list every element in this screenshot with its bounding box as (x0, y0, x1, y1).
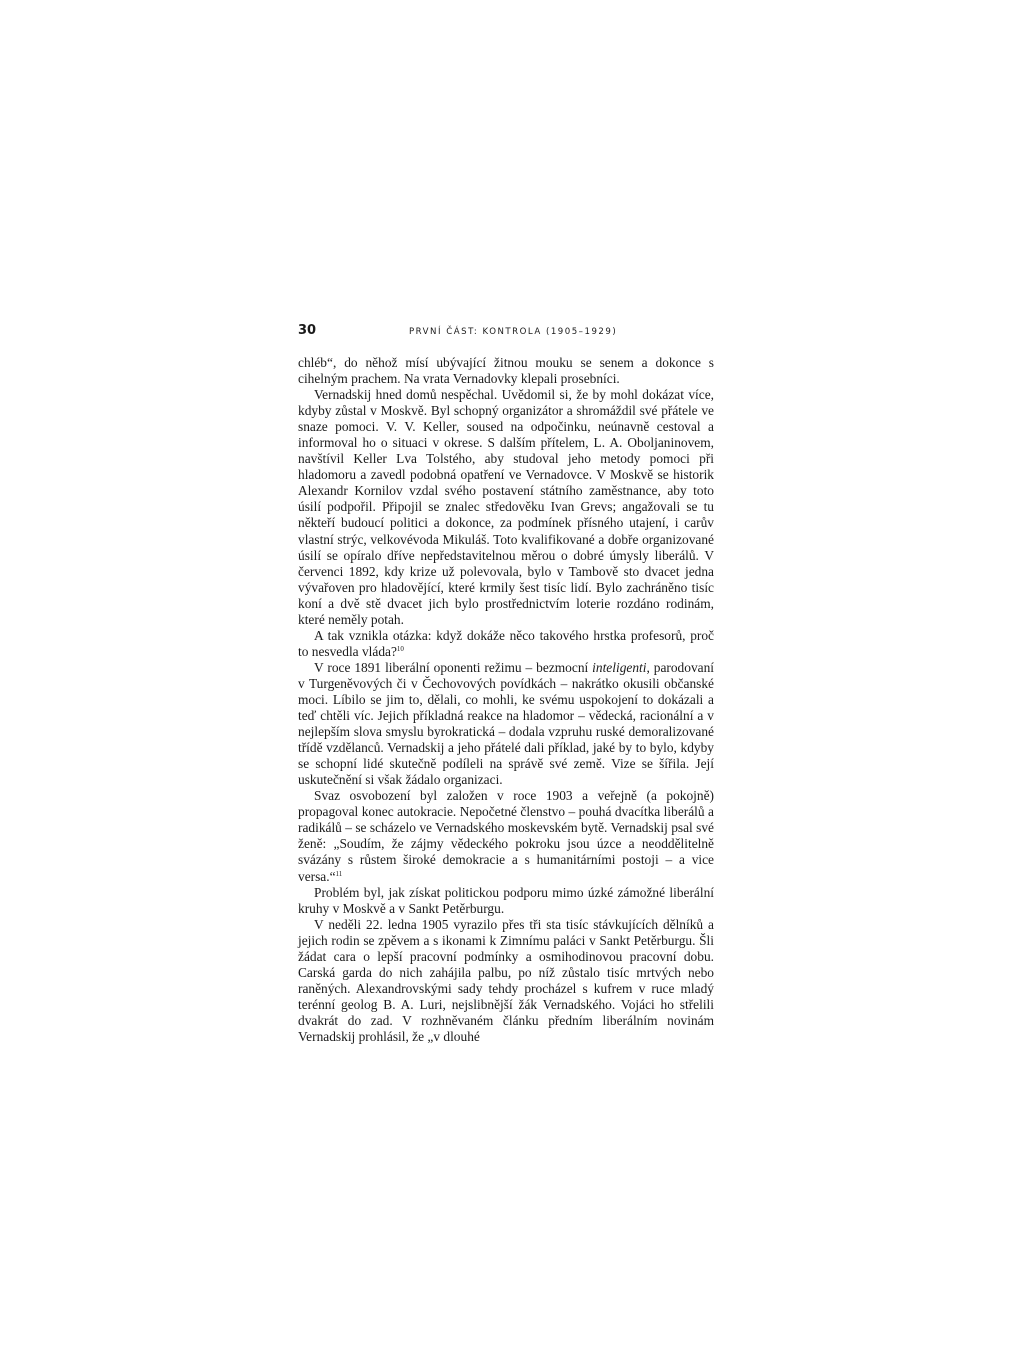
running-head (298, 323, 714, 343)
paragraph-text: chléb“, do něhož mísí ubývající žitnou mouku se senem a dokonce s cihelným prachem. Na vrata Vernadovky klepali prosebníci. (298, 355, 714, 387)
paragraph-text: Svaz osvobození byl založen v roce 1903 a veřejně (a pokojně) propagoval konec autokracie. Nepočetné členstvo – pouhá dvacítka liberálů a radikálů – se scházelo ve Vernadského moskevském bytě. Vernadskij psal své ženě: „Soudím, že zájmy vědeckého pokroku jsou úzce a neoddělitelně svázány s růstem široké demokracie a s humanitárními postoji – a vice versa.“ (298, 788, 714, 884)
paragraph-text: A tak vznikla otázka: když dokáže něco takového hrstka profesorů, proč to nesvedla vláda? (298, 627, 714, 659)
paragraph (298, 628, 714, 660)
paragraph-continuation (298, 355, 714, 387)
paragraph (298, 387, 714, 628)
book-page (298, 323, 714, 1045)
footnote-marker: 10 (396, 644, 404, 653)
paragraph-text: , parodovaní v Turgeněvových či v Čechovových povídkách – nakrátko okusili občanské moci. Líbilo se jim to, dělali, co mohli, ke svému uspokojení to dokázali a teď chtěli víc. Jejich příkladná reakce na hladomor – vědecká, racionální a v nejlepším slova smyslu byrokratická – dodala vzpruhu ruské demoralizované třídě vzdělanců. Vernadskij a jeho přátelé dali příklad, jaké by to bylo, kdyby se schopní lidé skutečně podíleli na správě své země. Vize se šířila. Její uskutečnění si však žádalo organizaci. (298, 659, 714, 788)
body-text (298, 355, 714, 1045)
paragraph-text: Vernadskij hned domů nespěchal. Uvědomil si, že by mohl dokázat více, kdyby zůstal v Moskvě. Byl schopný organizátor a shromáždil své přátele ve snaze pomoci. V. V. Keller, soused na odpočinku, neúnavně cestoval a informoval ho o situaci v okrese. S dalším přítelem, L. A. Oboljaninovem, navštívil Keller Lva Tolstého, aby studoval jeho metody pomoci při hladomoru a zavedl podobná opatření ve Vernadovce. V Moskvě se historik Alexandr Kornilov vzdal svého postavení státního zaměstnance, aby toto úsilí podpořil. Připojil se znalec středověku Ivan Grevs; angažovali se tu někteří budoucí politici a dokonce, za podmínek přísného utajení, i carův vlastní strýc, velkovévoda Mikuláš. Toto kvalifikované a dobře organizované úsilí se opíralo dříve nepředstavitelnou měrou o dobré úmysly liberálů. V červenci 1892, kdy krize už polevovala, bylo v Tambově sto dvacet jedna vývařoven pro hladovějící, které krmily šest tisíc lidí. Bylo zachráněno tisíc koní a dvě stě dvacet jich bylo prostřednictvím loterie rozdáno rodinám, které neměly potah. (298, 387, 714, 627)
italic-term: inteligenti (592, 659, 647, 675)
running-title: PRVNÍ ČÁST: KONTROLA (1905–1929) (409, 327, 618, 337)
paragraph-text: V neděli 22. ledna 1905 vyrazilo přes tři sta tisíc stávkujících dělníků a jejich rodin se zpěvem a s ikonami k Zimnímu paláci v Sankt Petěrburgu. Šli žádat cara o lepší pracovní podmínky a osmihodinovou pracovní dobu. Carská garda do nich zahájila palbu, po níž zůstalo tisíc mrtvých nebo raněných. Alexandrovskými sady tehdy procházel s kufrem v ruce mladý terénní geolog B. A. Luri, nejslibnější žák Vernadského. Vojáci ho střelili dvakrát do zad. V rozhněvaném článku předním liberálním novinám Vernadskij prohlásil, že „v dlouhé (298, 916, 714, 1044)
paragraph (298, 885, 714, 917)
paragraph (298, 917, 714, 1045)
paragraph-text: V roce 1891 liberální oponenti režimu – bezmocní (314, 659, 593, 675)
footnote-marker: 11 (335, 869, 343, 878)
page-number: 30 (298, 323, 317, 338)
paragraph-text: Problém byl, jak získat politickou podporu mimo úzké zámožné liberální kruhy v Moskvě a v Sankt Petěrburgu. (298, 884, 714, 916)
paragraph (298, 788, 714, 884)
paragraph (298, 660, 714, 788)
